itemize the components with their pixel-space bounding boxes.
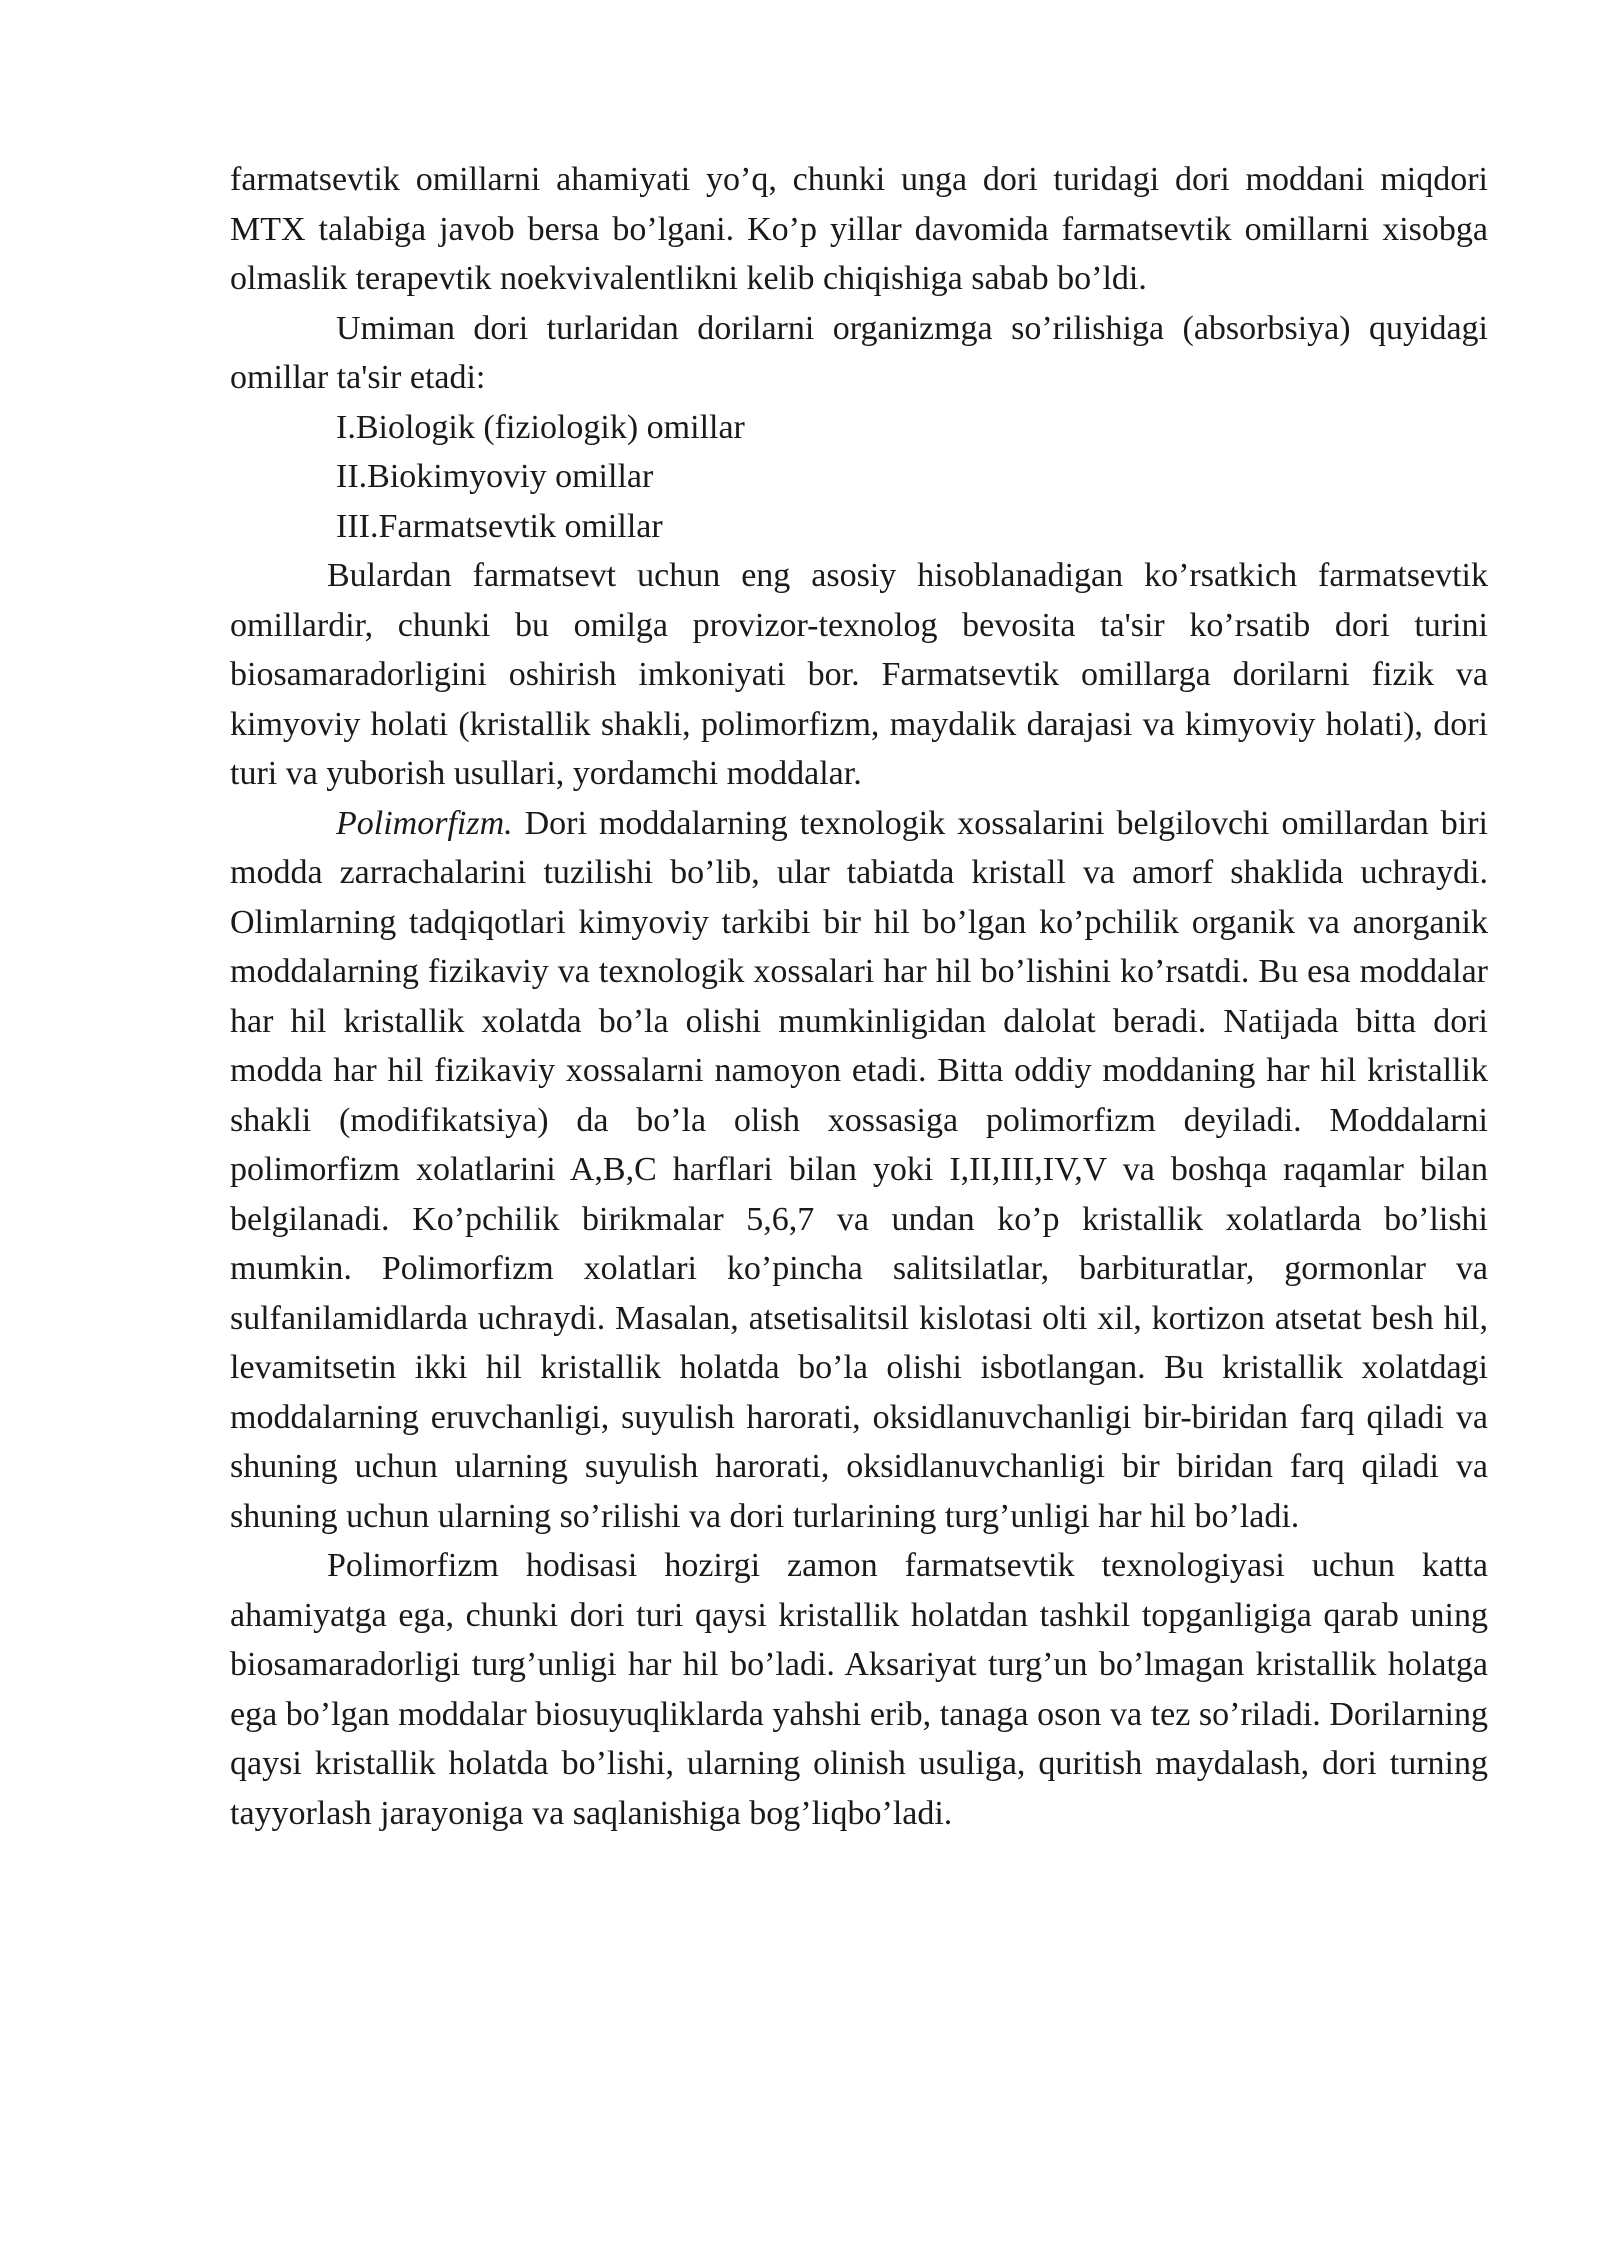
list-item-biological: I.Biologik (fiziologik) omillar xyxy=(336,408,745,446)
paragraph-polymorphism xyxy=(230,799,1488,1542)
paragraph-intro: farmatsevtik omillarni ahamiyati yo’q, chunki unga dori turidagi dori moddani miqdori MTX talabiga javob bersa bo’lgani. Ko’p yillar davomida farmatsevtik omillarni xisobga olmaslik terapevtik noekvivalentlikni kelib chiqishiga sabab bo’ldi. xyxy=(230,161,1488,297)
document-page xyxy=(230,155,1488,1838)
factor-list xyxy=(230,403,1488,552)
paragraph-pharmaceutical-factors: Bulardan farmatsevt uchun eng asosiy hisoblanadigan ko’rsatkich farmatsevtik omillardir, chunki bu omilga provizor-texnolog bevosita ta'sir ko’rsatib dori turini biosamaradorligini oshirish imkoniyati bor. Farmatsevtik omillarga dorilarni fizik va kimyoviy holati (kristallik shakli, polimorfizm, maydalik darajasi va kimyoviy holati), dori turi va yuborish usullari, yordamchi moddalar. xyxy=(230,557,1488,792)
term-polymorphism: Polimorfizm. xyxy=(336,804,513,842)
list-item-biochemical: II.Biokimyoviy omillar xyxy=(336,458,654,495)
list-item-pharmaceutical: III.Farmatsevtik omillar xyxy=(336,507,663,545)
paragraph-polymorphism-importance: Polimorfizm hodisasi hozirgi zamon farmatsevtik texnologiyasi uchun katta ahamiyatga ega, chunki dori turi qaysi kristallik holatdan tashkil topganligiga qarab uning biosamaradorligi turg’unligi har hil bo’ladi. Aksariyat turg’un bo’lmagan kristallik holatga ega bo’lgan moddalar biosuyuqliklarda yahshi erib, tanaga oson va tez so’riladi. Dorilarning qaysi kristallik holatda bo’lishi, ularning olinish usuliga, quritish maydalash, dori turning tayyorlash jarayoniga va saqlanishiga bog’liqbo’ladi. xyxy=(230,1547,1488,1832)
paragraph-absorption: Umiman dori turlaridan dorilarni organizmga so’rilishiga (absorbsiya) quyidagi omillar ta'sir etadi: xyxy=(230,309,1488,396)
paragraph-polymorphism-body: Dori moddalarning texnologik xossalarini belgilovchi omillardan biri modda zarrachalarini tuzilishi bo’lib, ular tabiatda kristall va amorf shaklida uchraydi. Olimlarning tadqiqotlari kimyoviy tarkibi bir hil bo’lgan ko’pchilik organik va anorganik moddalarning fizikaviy va texnologik xossalari har hil bo’lishini ko’rsatdi. Bu esa moddalar har hil kristallik xolatda bo’la olishi mumkinligidan dalolat beradi. Natijada bitta dori modda har hil fizikaviy xossalarni namoyon etadi. Bitta oddiy moddaning har hil kristallik shakli (modifikatsiya) da bo’la olish xossasiga polimorfizm deyiladi. Moddalarni polimorfizm xolatlarini A,B,C harflari bilan yoki I,II,III,IV,V va boshqa raqamlar bilan belgilanadi. Ko’pchilik birikmalar 5,6,7 va undan ko’p kristallik xolatlarda bo’lishi mumkin. Polimorfizm xolatlari ko’pincha salitsilatlar, barbituratlar, gormonlar va sulfanilamidlarda uchraydi. Masalan, atsetisalitsil kislotasi olti xil, kortizon atsetat besh hil, levamitsetin ikki hil kristallik holatda bo’la olishi isbotlangan. Bu kristallik xolatdagi moddalarning eruvchanligi, suyulish harorati, oksidlanuvchanligi bir-biridan farq qiladi va shuning uchun ularning suyulish harorati, oksidlanuvchanligi bir biridan farq qiladi va shuning uchun ularning so’rilishi va dori turlarining turg’unligi har hil bo’ladi. xyxy=(230,804,1488,1535)
